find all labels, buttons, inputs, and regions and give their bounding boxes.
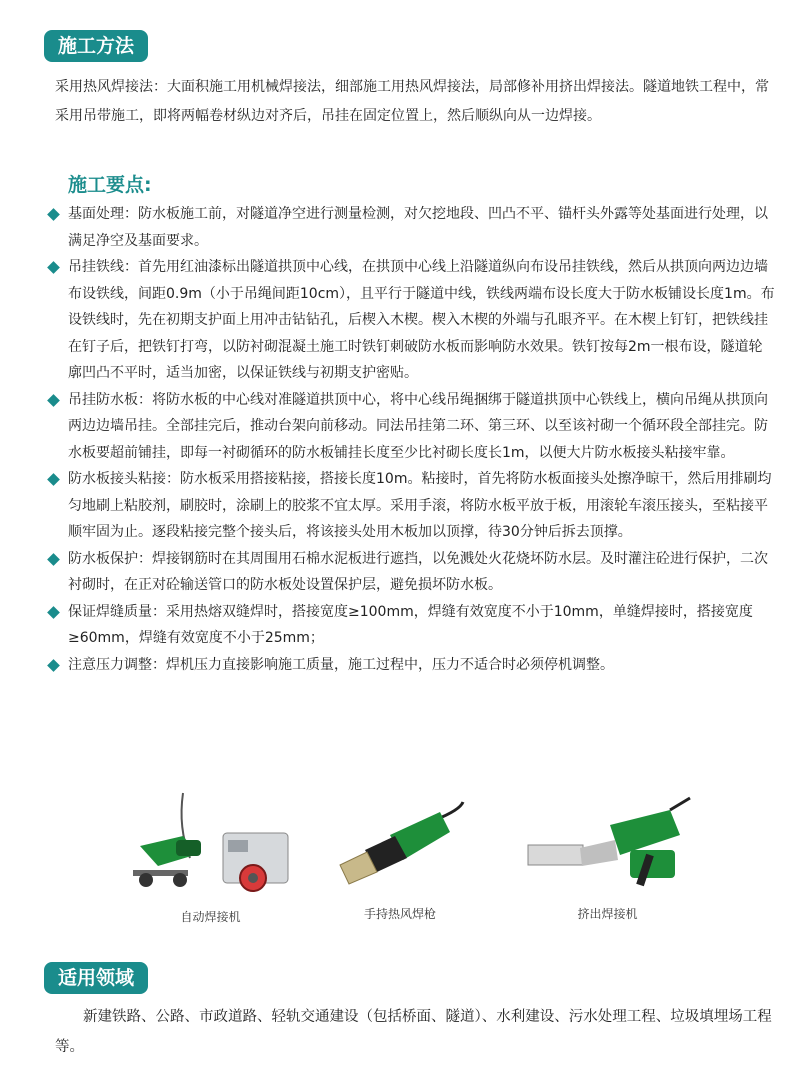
list-item: 吊挂防水板：将防水板的中心线对准隧道拱顶中心，将中心线吊绳捆绑于隧道拱顶中心铁线上，横向吊绳从拱顶向两边边墙吊挂。全部挂完后，推动台架向前移动。同法吊挂第二环、第三环、以至该衬砌一个循环段全部挂完。防水板要超前铺挂，即每一衬砌循环的防水板铺挂长度至少比衬砌长度长1m，以便大片防水板接头粘接牢靠。 xyxy=(46,387,776,467)
list-item: 防水板保护：焊接钢筋时在其周围用石棉水泥板进行遮挡，以免溅处火花烧坏防水层。及时灌注砼进行保护，二次衬砌时，在正对砼输送管口的防水板处设置保护层，避免损坏防水板。 xyxy=(46,546,776,599)
list-item: 吊挂铁线：首先用红油漆标出隧道拱顶中心线，在拱顶中心线上沿隧道纵向布设吊挂铁线，然后从拱顶向两边边墙布设铁线，间距0.9m（小于吊绳间距10cm），且平行于隧道中线，铁线两端布设长度大于防水板铺设长度1m。布设铁线时，先在初期支护面上用冲击钻钻孔，后楔入木楔。楔入木楔的外端与孔眼齐平。在木楔上钉钉，把铁线挂在钉子后，把铁钉打弯，以防衬砌混凝土施工时铁钉刺破防水板而影响防水效果。铁钉按每2m一根布设，隧道轮廓凹凸不平时，适当加密，以保证铁线与初期支护密贴。 xyxy=(46,254,776,387)
auto-welder-icon xyxy=(128,788,293,898)
caption-hot-air-gun: 手持热风焊枪 xyxy=(363,907,436,921)
caption-auto-welder: 自动焊接机 xyxy=(180,910,241,924)
list-item: 保证焊缝质量：采用热熔双缝焊时，搭接宽度≥100mm，焊缝有效宽度不小于10mm，单缝焊接时，搭接宽度≥60mm，焊缝有效宽度不小于25mm； xyxy=(46,599,776,652)
caption-extrusion-welder: 挤出焊接机 xyxy=(577,907,638,921)
section-title-scope: 适用领域 xyxy=(44,962,148,994)
figure-extrusion-welder xyxy=(520,790,695,922)
section-title-method: 施工方法 xyxy=(44,30,148,62)
list-item: 防水板接头粘接：防水板采用搭接粘接，搭接长度10m。粘接时，首先将防水板面接头处擦净晾干，然后用排刷均匀地刷上粘胶剂，刷胶时，涂刷上的胶浆不宜太厚。采用手滚，将防水板平放于板，用滚轮车滚压接头，至粘接平顺牢固为止。逐段粘接完整个接头后，将该接头处用木板加以顶撑，待30分钟后拆去顶撑。 xyxy=(46,466,776,546)
diamond-bullet-icon xyxy=(47,659,60,672)
list-item: 注意压力调整：焊机压力直接影响施工质量，施工过程中，压力不适合时必须停机调整。 xyxy=(46,652,776,679)
diamond-bullet-icon xyxy=(47,394,60,407)
hot-air-gun-icon xyxy=(335,800,465,895)
key-points-heading: 施工要点: xyxy=(68,174,152,196)
figure-auto-welder xyxy=(128,788,293,925)
scope-text: 新建铁路、公路、市政道路、轻轨交通建设（包括桥面、隧道）、水利建设、污水处理工程、垃圾填埋场工程等。 xyxy=(55,1009,772,1055)
diamond-bullet-icon xyxy=(47,553,60,566)
list-item: 基面处理：防水板施工前，对隧道净空进行测量检测，对欠挖地段、凹凸不平、锚杆头外露等处基面进行处理，以满足净空及基面要求。 xyxy=(46,201,776,254)
figure-hot-air-gun xyxy=(335,800,465,922)
diamond-bullet-icon xyxy=(47,208,60,221)
key-points-list xyxy=(46,201,776,678)
diamond-bullet-icon xyxy=(47,473,60,486)
diamond-bullet-icon xyxy=(47,261,60,274)
diamond-bullet-icon xyxy=(47,606,60,619)
method-intro: 采用热风焊接法：大面积施工用机械焊接法，细部施工用热风焊接法，局部修补用挤出焊接法。隧道地铁工程中，常采用吊带施工，即将两幅卷材纵边对齐后，吊挂在固定位置上，然后顺纵向从一边焊接。 xyxy=(55,79,769,124)
extrusion-welder-icon xyxy=(520,790,695,895)
